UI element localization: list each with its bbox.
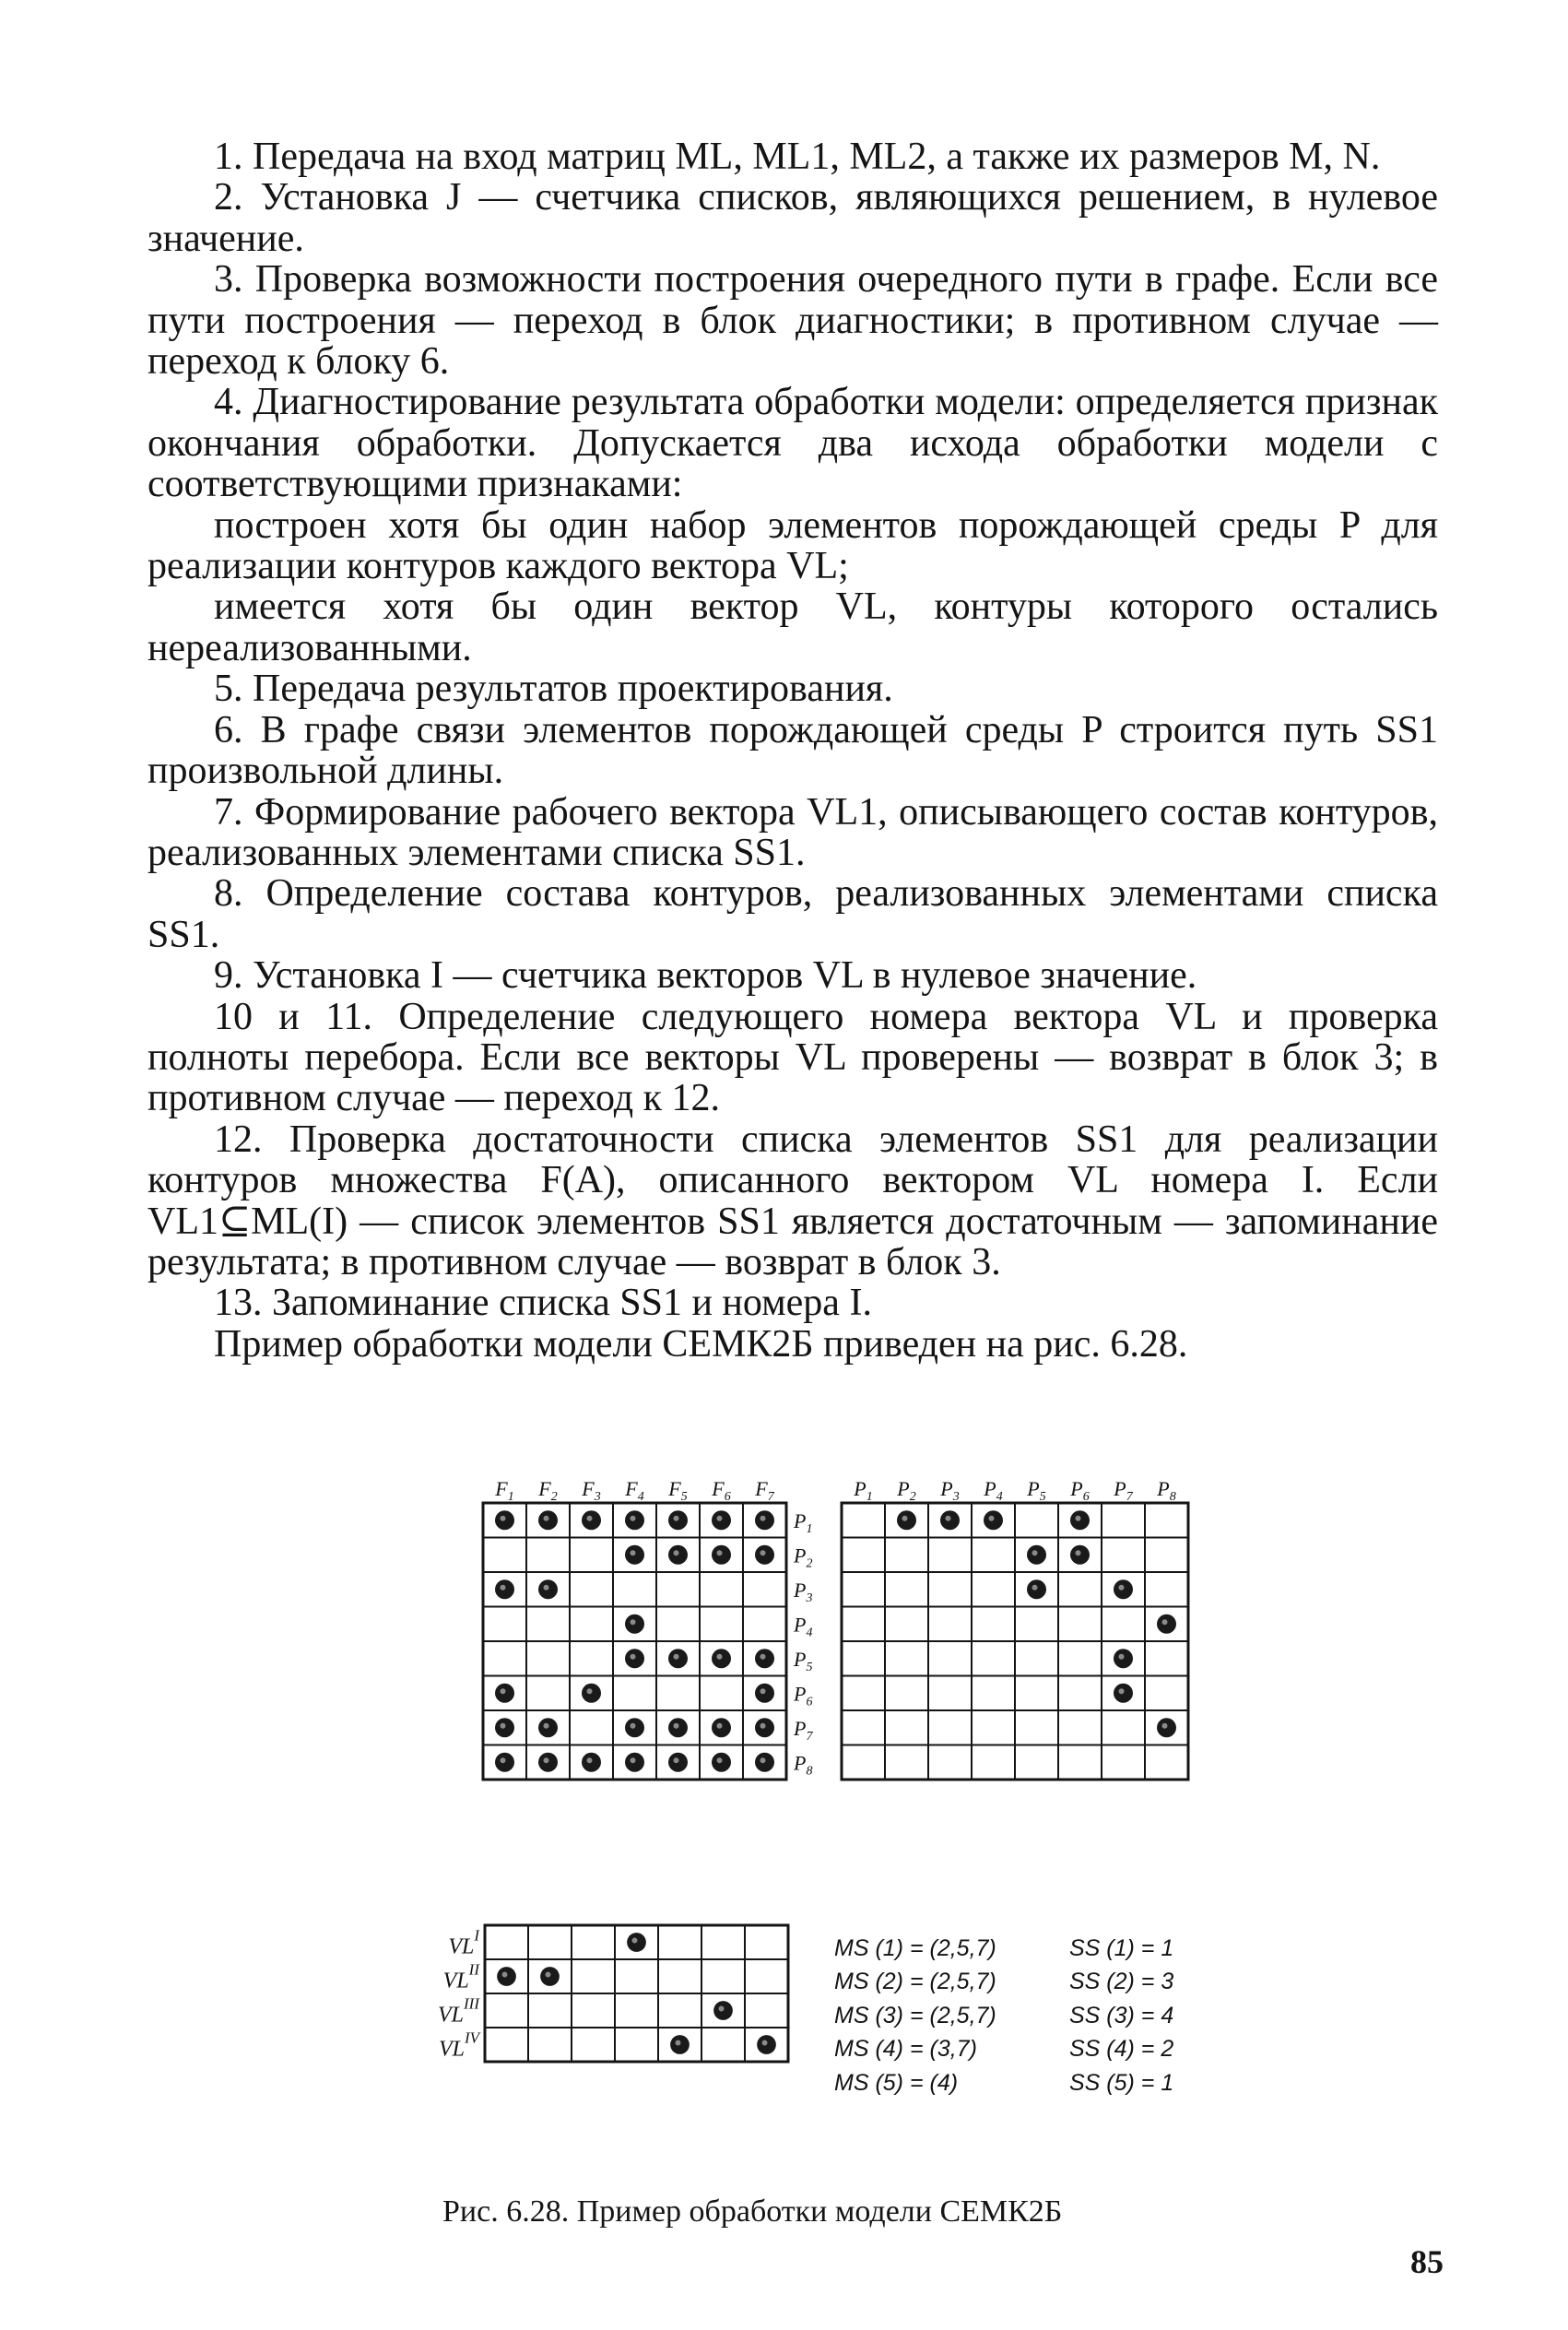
paragraph-4a: построен хотя бы один набор элементов порождающей среды P для реализации контуров каждого вектора VL; (147, 503, 1438, 588)
vl-row-label: $VL^{II}$ (442, 1960, 479, 1993)
matrix-dot-highlight (1032, 1585, 1038, 1591)
vl-matrix-figure (406, 1918, 811, 2139)
matrix-dot-highlight (1162, 1619, 1168, 1625)
list-row (834, 1999, 1387, 2033)
paragraph-example: Пример обработки модели СЕМК2Б приведен на рис. 6.28. (214, 1322, 1188, 1366)
vl-row-label: $VL^{IV}$ (438, 2028, 479, 2062)
matrix-dot-highlight (674, 1757, 679, 1763)
matrix-dot-highlight (546, 1972, 551, 1978)
matrix-dot-highlight (717, 1550, 723, 1555)
matrix-dot-highlight (632, 1938, 638, 1944)
paragraph-6: 6. В графе связи элементов порождающей среды P строится путь SS1 произвольной длины. (147, 708, 1438, 793)
ss-entry: SS (4) = 2 (1069, 2036, 1174, 2063)
vl-row-label: $VL^I$ (448, 1926, 479, 1959)
matrix-dot-highlight (502, 1972, 508, 1978)
ss-entry: SS (1) = 1 (1069, 1934, 1174, 1961)
right-matrix (842, 1503, 1188, 1780)
ms-entry: MS (3) = (2,5,7) (834, 2002, 996, 2028)
row-label: $P_4$ (794, 1613, 813, 1640)
row-label: $P_1$ (794, 1508, 813, 1536)
matrix-dot-highlight (719, 2006, 725, 2012)
column-label: $P_4$ (984, 1477, 1003, 1504)
row-label: $P_2$ (794, 1543, 813, 1571)
matrices-figure (442, 1475, 1198, 1863)
matrix-dot-highlight (674, 1654, 679, 1660)
matrix-dot-highlight (544, 1516, 549, 1521)
column-label: $F_6$ (712, 1477, 731, 1504)
ss-entry: SS (5) = 1 (1069, 2069, 1174, 2096)
list-row (834, 2066, 1387, 2100)
column-label: $P_5$ (1027, 1477, 1046, 1504)
matrix-dot-highlight (631, 1757, 636, 1763)
matrix-dot-highlight (902, 1516, 908, 1521)
matrix-dot-highlight (676, 2040, 681, 2046)
column-label: $F_1$ (495, 1477, 514, 1504)
list-row (834, 2033, 1387, 2067)
matrix-dot-highlight (946, 1516, 951, 1521)
column-label: $P_7$ (1114, 1477, 1133, 1504)
paragraph-10-11: 10 и 11. Определение следующего номера вектора VL и проверка полноты перебора. Если все векторы VL проверены — возврат в блок 3; в противном случае — переход к 12. (147, 995, 1438, 1120)
paragraph-8: 8. Определение состава контуров, реализованных элементами списка SS1. (147, 872, 1438, 956)
ms-entry: MS (4) = (3,7) (834, 2036, 977, 2063)
list-row (834, 1932, 1387, 1966)
matrix-dot-highlight (631, 1654, 636, 1660)
paragraph-2: 2. Установка J — счетчика списков, являющихся решением, в нулевое значение. (147, 176, 1438, 260)
column-label: $F_3$ (582, 1477, 601, 1504)
row-label: $P_5$ (794, 1647, 813, 1674)
column-label: $F_5$ (668, 1477, 688, 1504)
row-label: $P_3$ (794, 1578, 813, 1605)
matrix-dot-highlight (544, 1585, 549, 1591)
ms-ss-list (834, 1932, 1387, 2100)
matrix-dot-highlight (674, 1550, 679, 1555)
matrix-dot-highlight (501, 1688, 506, 1694)
matrix-dot-highlight (760, 1516, 766, 1521)
paragraph-9: 9. Установка I — счетчика векторов VL в нулевое значение. (214, 954, 1197, 998)
matrix-dot-highlight (989, 1516, 995, 1521)
matrix-dot-highlight (760, 1688, 766, 1694)
matrix-dot-highlight (501, 1723, 506, 1729)
ss-entry: SS (2) = 3 (1069, 1969, 1174, 1995)
matrix-dot-highlight (587, 1688, 593, 1694)
matrix-dot-highlight (674, 1723, 679, 1729)
paragraph-7: 7. Формирование рабочего вектора VL1, описывающего состав контуров, реализованных элементами списка SS1. (147, 790, 1438, 874)
paragraph-3: 3. Проверка возможности построения очередного пути в графе. Если все пути построения — переход в блок диагностики; в противном случае — переход к блоку 6. (147, 258, 1438, 384)
row-label: $P_6$ (794, 1682, 813, 1709)
matrix-dot-highlight (1032, 1550, 1038, 1555)
figure-caption: Рис. 6.28. Пример обработки модели СЕМК2Б (442, 2194, 1063, 2229)
matrix-dot-highlight (760, 1550, 766, 1555)
vl-row-label: $VL^{III}$ (438, 1994, 479, 2028)
matrix-dot-highlight (587, 1757, 593, 1763)
column-label: $P_8$ (1157, 1477, 1176, 1504)
ms-entry: MS (1) = (2,5,7) (834, 1934, 996, 1961)
matrix-dot-highlight (544, 1757, 549, 1763)
matrix-dot-highlight (1119, 1688, 1125, 1694)
column-label: $F_2$ (538, 1477, 558, 1504)
matrix-dot-highlight (587, 1516, 593, 1521)
matrix-dot-highlight (501, 1757, 506, 1763)
paragraph-12: 12. Проверка достаточности списка элементов SS1 для реализации контуров множества F(A), описанного вектором VL номера I. Если VL1⊆ML(I) — список элементов SS1 является достаточным — запоминание результата; в противном случае — возврат в блок 3. (147, 1118, 1438, 1283)
matrix-dot-highlight (544, 1723, 549, 1729)
column-label: $P_3$ (940, 1477, 960, 1504)
paragraph-5: 5. Передача результатов проектирования. (214, 668, 893, 711)
matrix-dot-highlight (1076, 1516, 1081, 1521)
paragraph-1: 1. Передача на вход матриц ML, ML1, ML2, а также их размеров M, N. (214, 136, 1381, 178)
vl-matrix (485, 1925, 788, 2062)
matrix-dot-highlight (1119, 1654, 1125, 1660)
list-row (834, 1966, 1387, 2000)
paragraph-4: 4. Диагностирование результата обработки модели: определяется признак окончания обработки. Допускается два исхода обработки модели с соответствующими признаками: (147, 381, 1438, 506)
matrix-dot-highlight (631, 1516, 636, 1521)
column-label: $P_2$ (897, 1477, 916, 1504)
matrix-dot-highlight (631, 1619, 636, 1625)
matrix-dot-highlight (1162, 1723, 1168, 1729)
paragraph-13: 13. Запоминание списка SS1 и номера I. (214, 1282, 872, 1325)
ms-entry: MS (5) = (4) (834, 2069, 959, 2096)
matrix-dot-highlight (631, 1550, 636, 1555)
row-label: $P_7$ (794, 1716, 813, 1744)
matrix-dot-highlight (760, 1757, 766, 1763)
matrix-dot-highlight (760, 1654, 766, 1660)
matrix-dot-highlight (1076, 1550, 1081, 1555)
left-matrix (483, 1503, 786, 1780)
matrix-dot-highlight (674, 1516, 679, 1521)
matrix-dot-highlight (717, 1516, 723, 1521)
ms-entry: MS (2) = (2,5,7) (834, 1969, 996, 1995)
body-text (147, 136, 1438, 1365)
matrix-dot-highlight (717, 1654, 723, 1660)
matrix-dot-highlight (762, 2040, 768, 2046)
row-label: $P_8$ (794, 1751, 813, 1779)
paragraph-4b: имеется хотя бы один вектор VL, контуры которого остались нереализованными. (147, 585, 1438, 669)
matrix-dot-highlight (631, 1723, 636, 1729)
page-number: 85 (1410, 2243, 1444, 2280)
matrix-dot-highlight (760, 1723, 766, 1729)
ss-entry: SS (3) = 4 (1069, 2002, 1174, 2028)
matrix-dot-highlight (501, 1585, 506, 1591)
matrix-dot-highlight (501, 1516, 506, 1521)
column-label: $P_1$ (854, 1477, 873, 1504)
column-label: $F_4$ (625, 1477, 644, 1504)
column-label: $F_7$ (755, 1477, 774, 1504)
matrix-dot-highlight (717, 1723, 723, 1729)
matrix-dot-highlight (1119, 1585, 1125, 1591)
column-label: $P_6$ (1070, 1477, 1090, 1504)
matrix-dot-highlight (717, 1757, 723, 1763)
